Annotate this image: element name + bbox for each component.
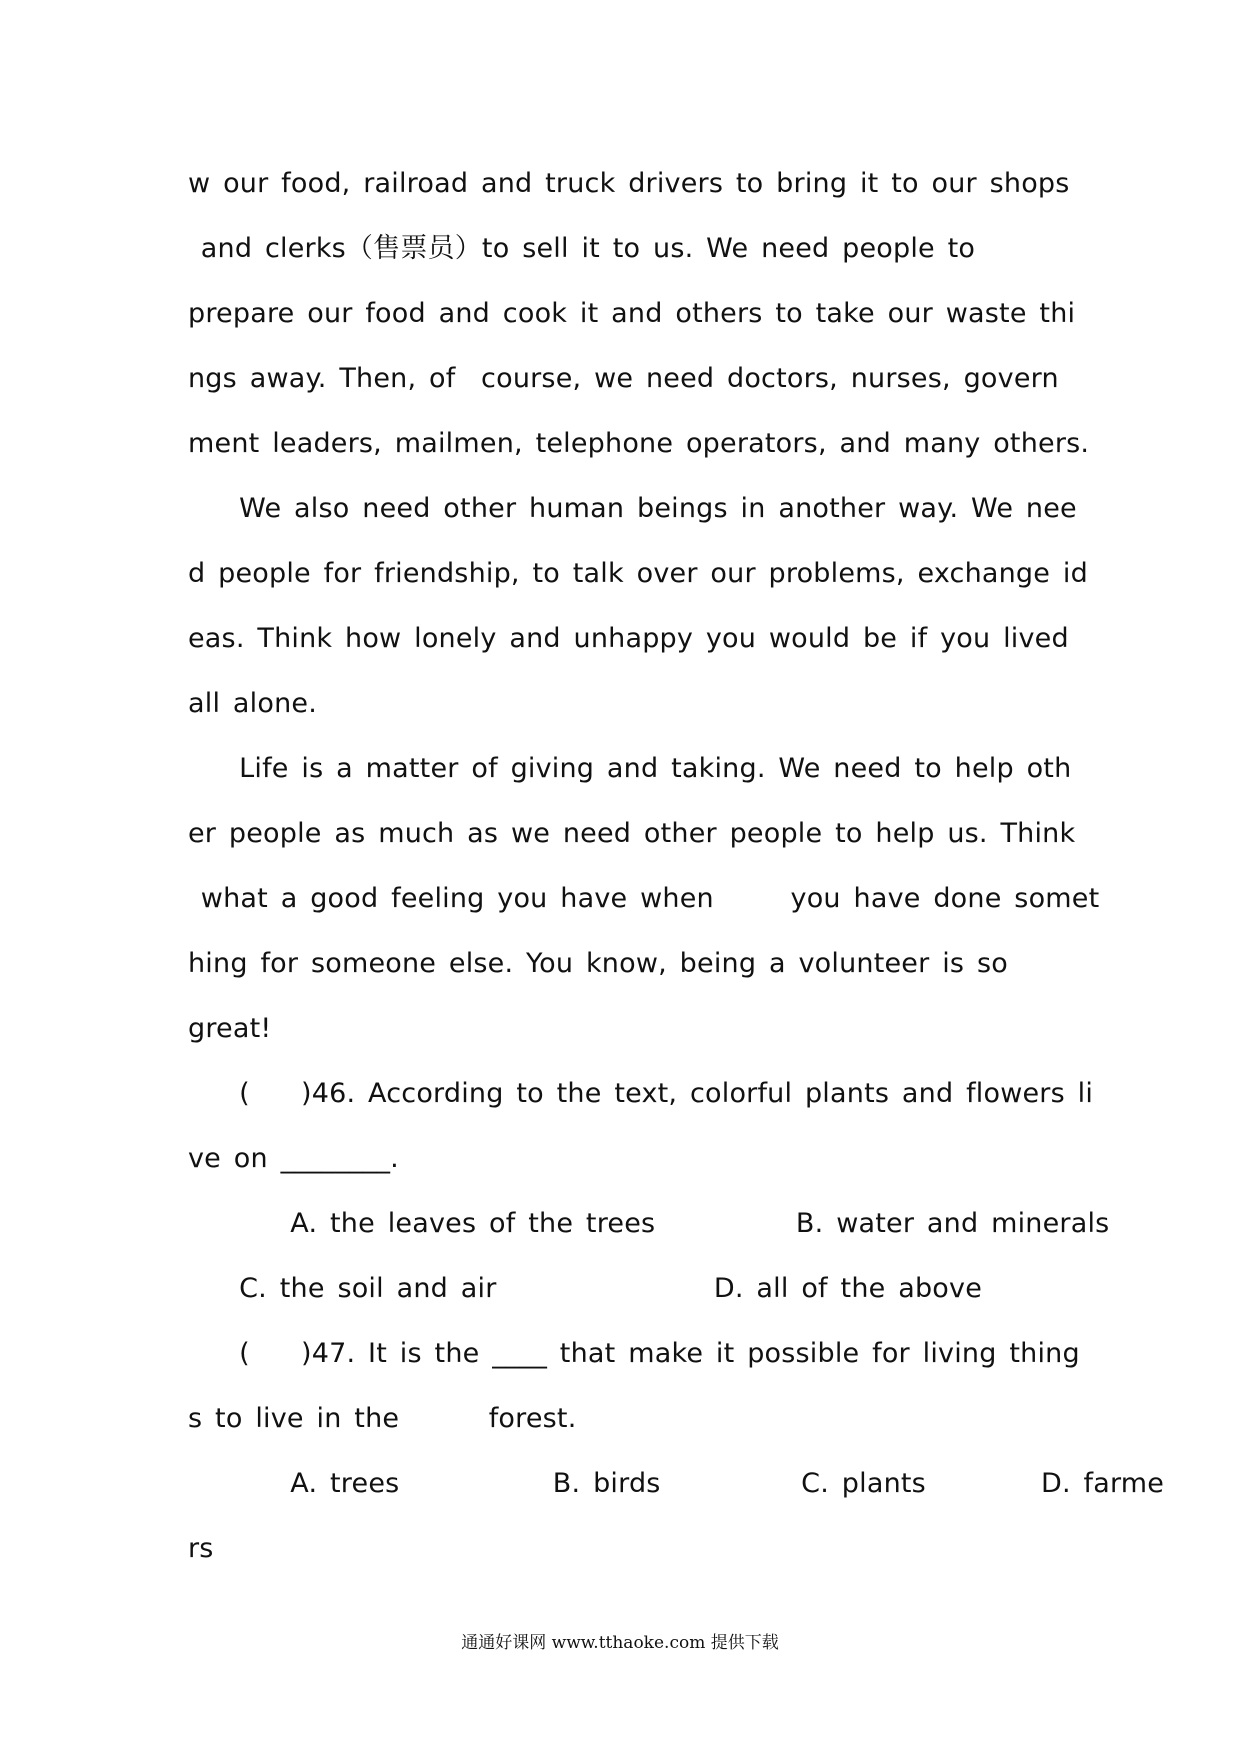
text-line-5: ment leaders, mailmen, telephone operators, and many others. xyxy=(188,428,1090,459)
text-line-11: er people as much as we need other people to help us. Think xyxy=(188,818,1076,849)
text-line-14: great! xyxy=(188,1013,272,1044)
text-line-10: Life is a matter of giving and taking. We need to help oth xyxy=(188,753,1072,784)
page-footer: 通通好课网 www.tthaoke.com 提供下载 xyxy=(461,1633,779,1653)
text-line-13: hing for someone else. You know, being a volunteer is so xyxy=(188,948,1008,979)
text-line-7: d people for friendship, to talk over our problems, exchange id xyxy=(188,558,1088,589)
text-line-8: eas. Think how lonely and unhappy you would be if you lived xyxy=(188,623,1069,654)
text-line-4: ngs away. Then, of course, we need doctors, nurses, govern xyxy=(188,363,1059,394)
text-line-12: what a good feeling you have when you have done somet xyxy=(188,883,1100,914)
text-line-2: and clerks（售票员）to sell it to us. We need people to xyxy=(188,233,976,264)
question-47-options: A. trees B. birds C. plants D. farme xyxy=(188,1468,1165,1499)
question-46-options-ab: A. the leaves of the trees B. water and minerals xyxy=(188,1208,1110,1239)
text-line-1: w our food, railroad and truck drivers to bring it to our shops xyxy=(188,168,1070,199)
question-46-line-1: ( )46. According to the text, colorful plants and flowers li xyxy=(188,1078,1094,1109)
question-46-line-2: ve on ________. xyxy=(188,1143,399,1174)
text-line-3: prepare our food and cook it and others to take our waste thi xyxy=(188,298,1076,329)
question-47-options-wrap: rs xyxy=(188,1533,214,1564)
question-47-line-2: s to live in the forest. xyxy=(188,1403,577,1434)
text-line-9: all alone. xyxy=(188,688,318,719)
text-line-6: We also need other human beings in another way. We nee xyxy=(188,493,1077,524)
question-46-options-cd: C. the soil and air D. all of the above xyxy=(188,1273,983,1304)
question-47-line-1: ( )47. It is the ____ that make it possible for living thing xyxy=(188,1338,1080,1369)
